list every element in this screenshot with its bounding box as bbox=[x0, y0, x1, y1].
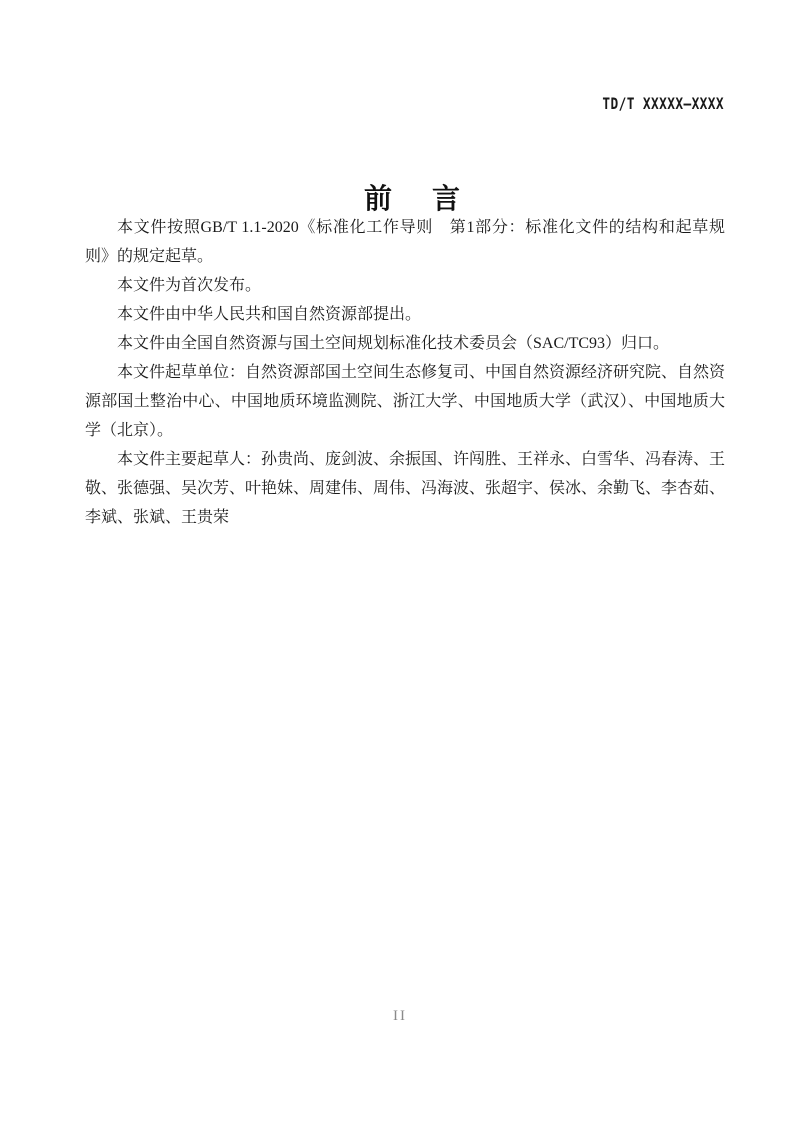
doc-code: TD/T XXXXX—XXXX bbox=[602, 94, 724, 113]
page-number: II bbox=[393, 1008, 407, 1024]
paragraph: 本文件起草单位：自然资源部国土空间生态修复司、中国自然资源经济研究院、自然资源部国土整治中心、中国地质环境监测院、浙江大学、中国地质大学（武汉）、中国地质大学（北京）。 bbox=[85, 364, 726, 439]
paragraph: 本文件由全国自然资源与国土空间规划标准化技术委员会（SAC/TC93）归口。 bbox=[117, 335, 670, 352]
paragraph: 本文件主要起草人：孙贵尚、庞剑波、余振国、许闯胜、王祥永、白雪华、冯春涛、王敬、张德强、吴次芳、叶艳妹、周建伟、周伟、冯海波、张超宇、侯冰、余勤飞、李杏茹、李斌、张斌、王贵荣 bbox=[85, 451, 726, 526]
paragraph: 本文件为首次发布。 bbox=[117, 277, 262, 294]
page-title: 前 言 bbox=[363, 182, 466, 214]
paragraph: 本文件由中华人民共和国自然资源部提出。 bbox=[117, 306, 422, 323]
paragraph: 本文件按照GB/T 1.1-2020《标准化工作导则 第1部分：标准化文件的结构和起草规则》的规定起草。 bbox=[85, 219, 725, 265]
foreword-body bbox=[85, 213, 725, 532]
